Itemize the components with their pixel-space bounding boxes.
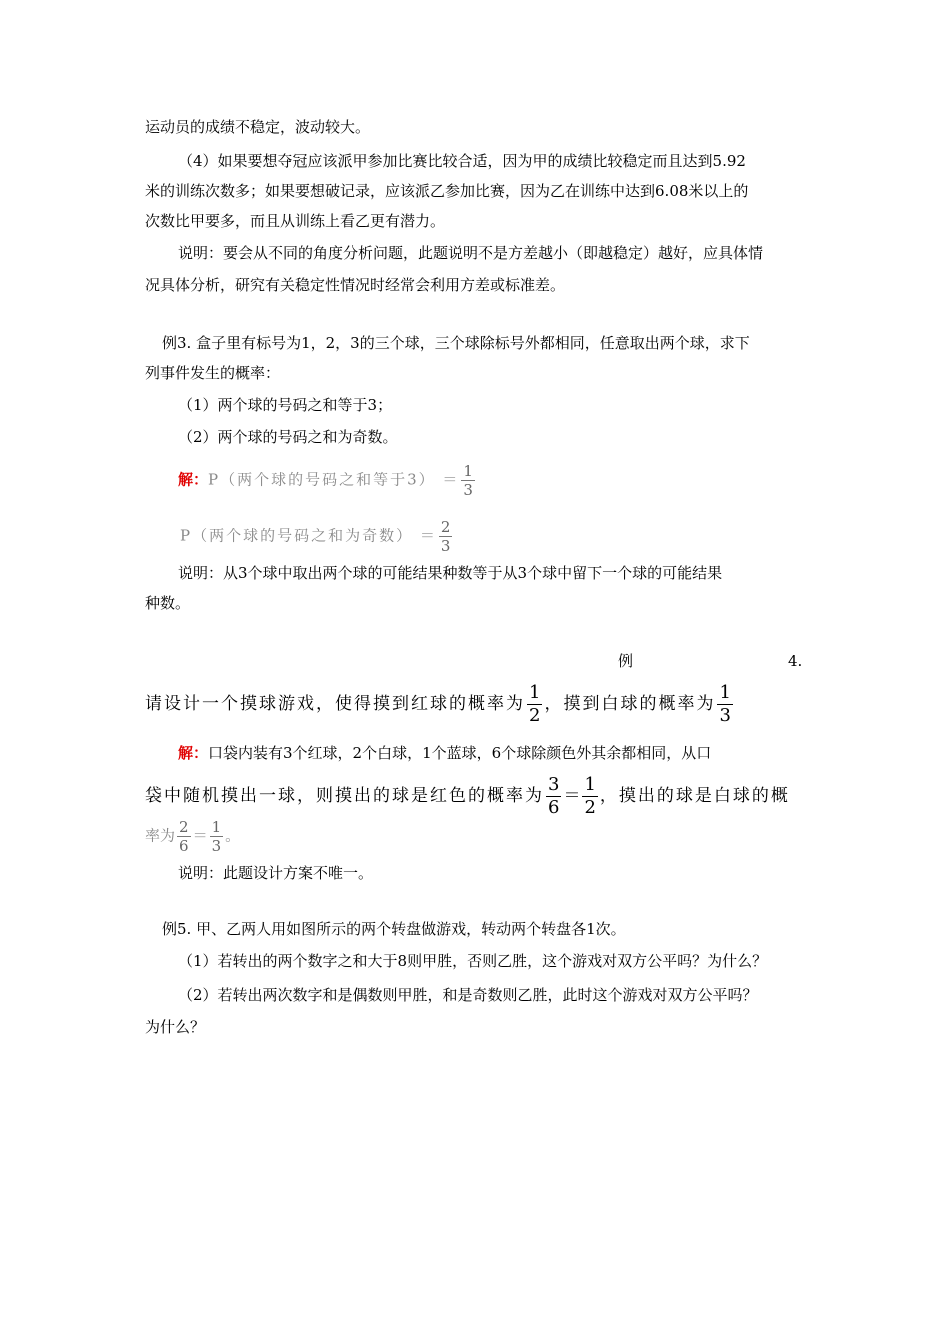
- example-4-label: 例: [618, 652, 634, 670]
- fraction: $\frac{1}{3}$: [719, 682, 731, 726]
- text-line: 列事件发生的概率：: [145, 364, 281, 382]
- solution-line: 解：口袋内装有3个红球，2个白球，1个蓝球，6个球除颜色外其余都相同，从口: [178, 744, 712, 762]
- fraction: $\frac{1}{2}$: [584, 774, 596, 818]
- note-line: 说明：要会从不同的角度分析问题，此题说明不是方差越小（即越稳定）越好，应具体情: [178, 244, 764, 262]
- solution-label: 解：: [178, 470, 209, 489]
- text-line: 为什么？: [145, 1018, 206, 1036]
- example-4-number: 4.: [788, 652, 803, 670]
- fraction: $\frac{2}{6}$: [179, 818, 189, 855]
- fraction: $\frac{2}{3}$: [440, 518, 451, 555]
- solution-line: 袋中随机摸出一球，则摸出的球是红色的概率为 $\frac{3}{6}$ ＝ $\frac{1}{2}$ ，摸出的球是白球的概: [145, 774, 790, 818]
- question-2: （2）若转出两次数字和是偶数则甲胜，和是奇数则乙胜，此时这个游戏对双方公平吗？: [178, 986, 758, 1004]
- note-line: 况具体分析，研究有关稳定性情况时经常会利用方差或标准差。: [145, 276, 566, 294]
- probability-expression: P（两个球的号码之和为奇数） ＝: [180, 526, 437, 545]
- example-5-heading: 例5. 甲、乙两人用如图所示的两个转盘做游戏，转动两个转盘各1次。: [162, 920, 626, 938]
- solution-1: [178, 462, 477, 499]
- note-line: 说明：此题设计方案不唯一。: [178, 864, 374, 882]
- fraction: $\frac{1}{2}$: [529, 682, 541, 726]
- fraction: $\frac{1}{3}$: [463, 462, 473, 499]
- example-4-question: 请设计一个摸球游戏，使得摸到红球的概率为 $\frac{1}{2}$ ，摸到白球的概率为 $\frac{1}{3}$: [145, 682, 731, 726]
- question-2: （2）两个球的号码之和为奇数。: [178, 428, 398, 446]
- solution-2: [180, 518, 454, 555]
- question-1: （1）两个球的号码之和等于3；: [178, 396, 393, 414]
- probability-expression: P（两个球的号码之和等于3） ＝: [208, 470, 460, 489]
- fraction: $\frac{1}{3}$: [211, 818, 222, 855]
- text-line: 米的训练次数多；如果要想破记录，应该派乙参加比赛，因为乙在训练中达到6.08米以上的: [145, 182, 749, 200]
- note-line: 说明：从3个球中取出两个球的可能结果种数等于从3个球中留下一个球的可能结果: [178, 564, 723, 582]
- text-line: （4）如果要想夺冠应该派甲参加比赛比较合适，因为甲的成绩比较稳定而且达到5.92: [178, 152, 746, 170]
- fraction: $\frac{3}{6}$: [548, 774, 560, 818]
- note-line: 种数。: [145, 594, 191, 612]
- solution-line: 率为 $\frac{2}{6}$ ＝ $\frac{1}{3}$ 。: [145, 818, 241, 855]
- text-line: 运动员的成绩不稳定，波动较大。: [145, 118, 371, 136]
- text-line: 次数比甲要多，而且从训练上看乙更有潜力。: [145, 212, 446, 230]
- solution-label: 解：: [178, 744, 209, 762]
- question-1: （1）若转出的两个数字之和大于8则甲胜，否则乙胜，这个游戏对双方公平吗？为什么？: [178, 952, 768, 970]
- example-3-heading: 例3. 盒子里有标号为1，2，3的三个球，三个球除标号外都相同，任意取出两个球，求下: [162, 334, 750, 352]
